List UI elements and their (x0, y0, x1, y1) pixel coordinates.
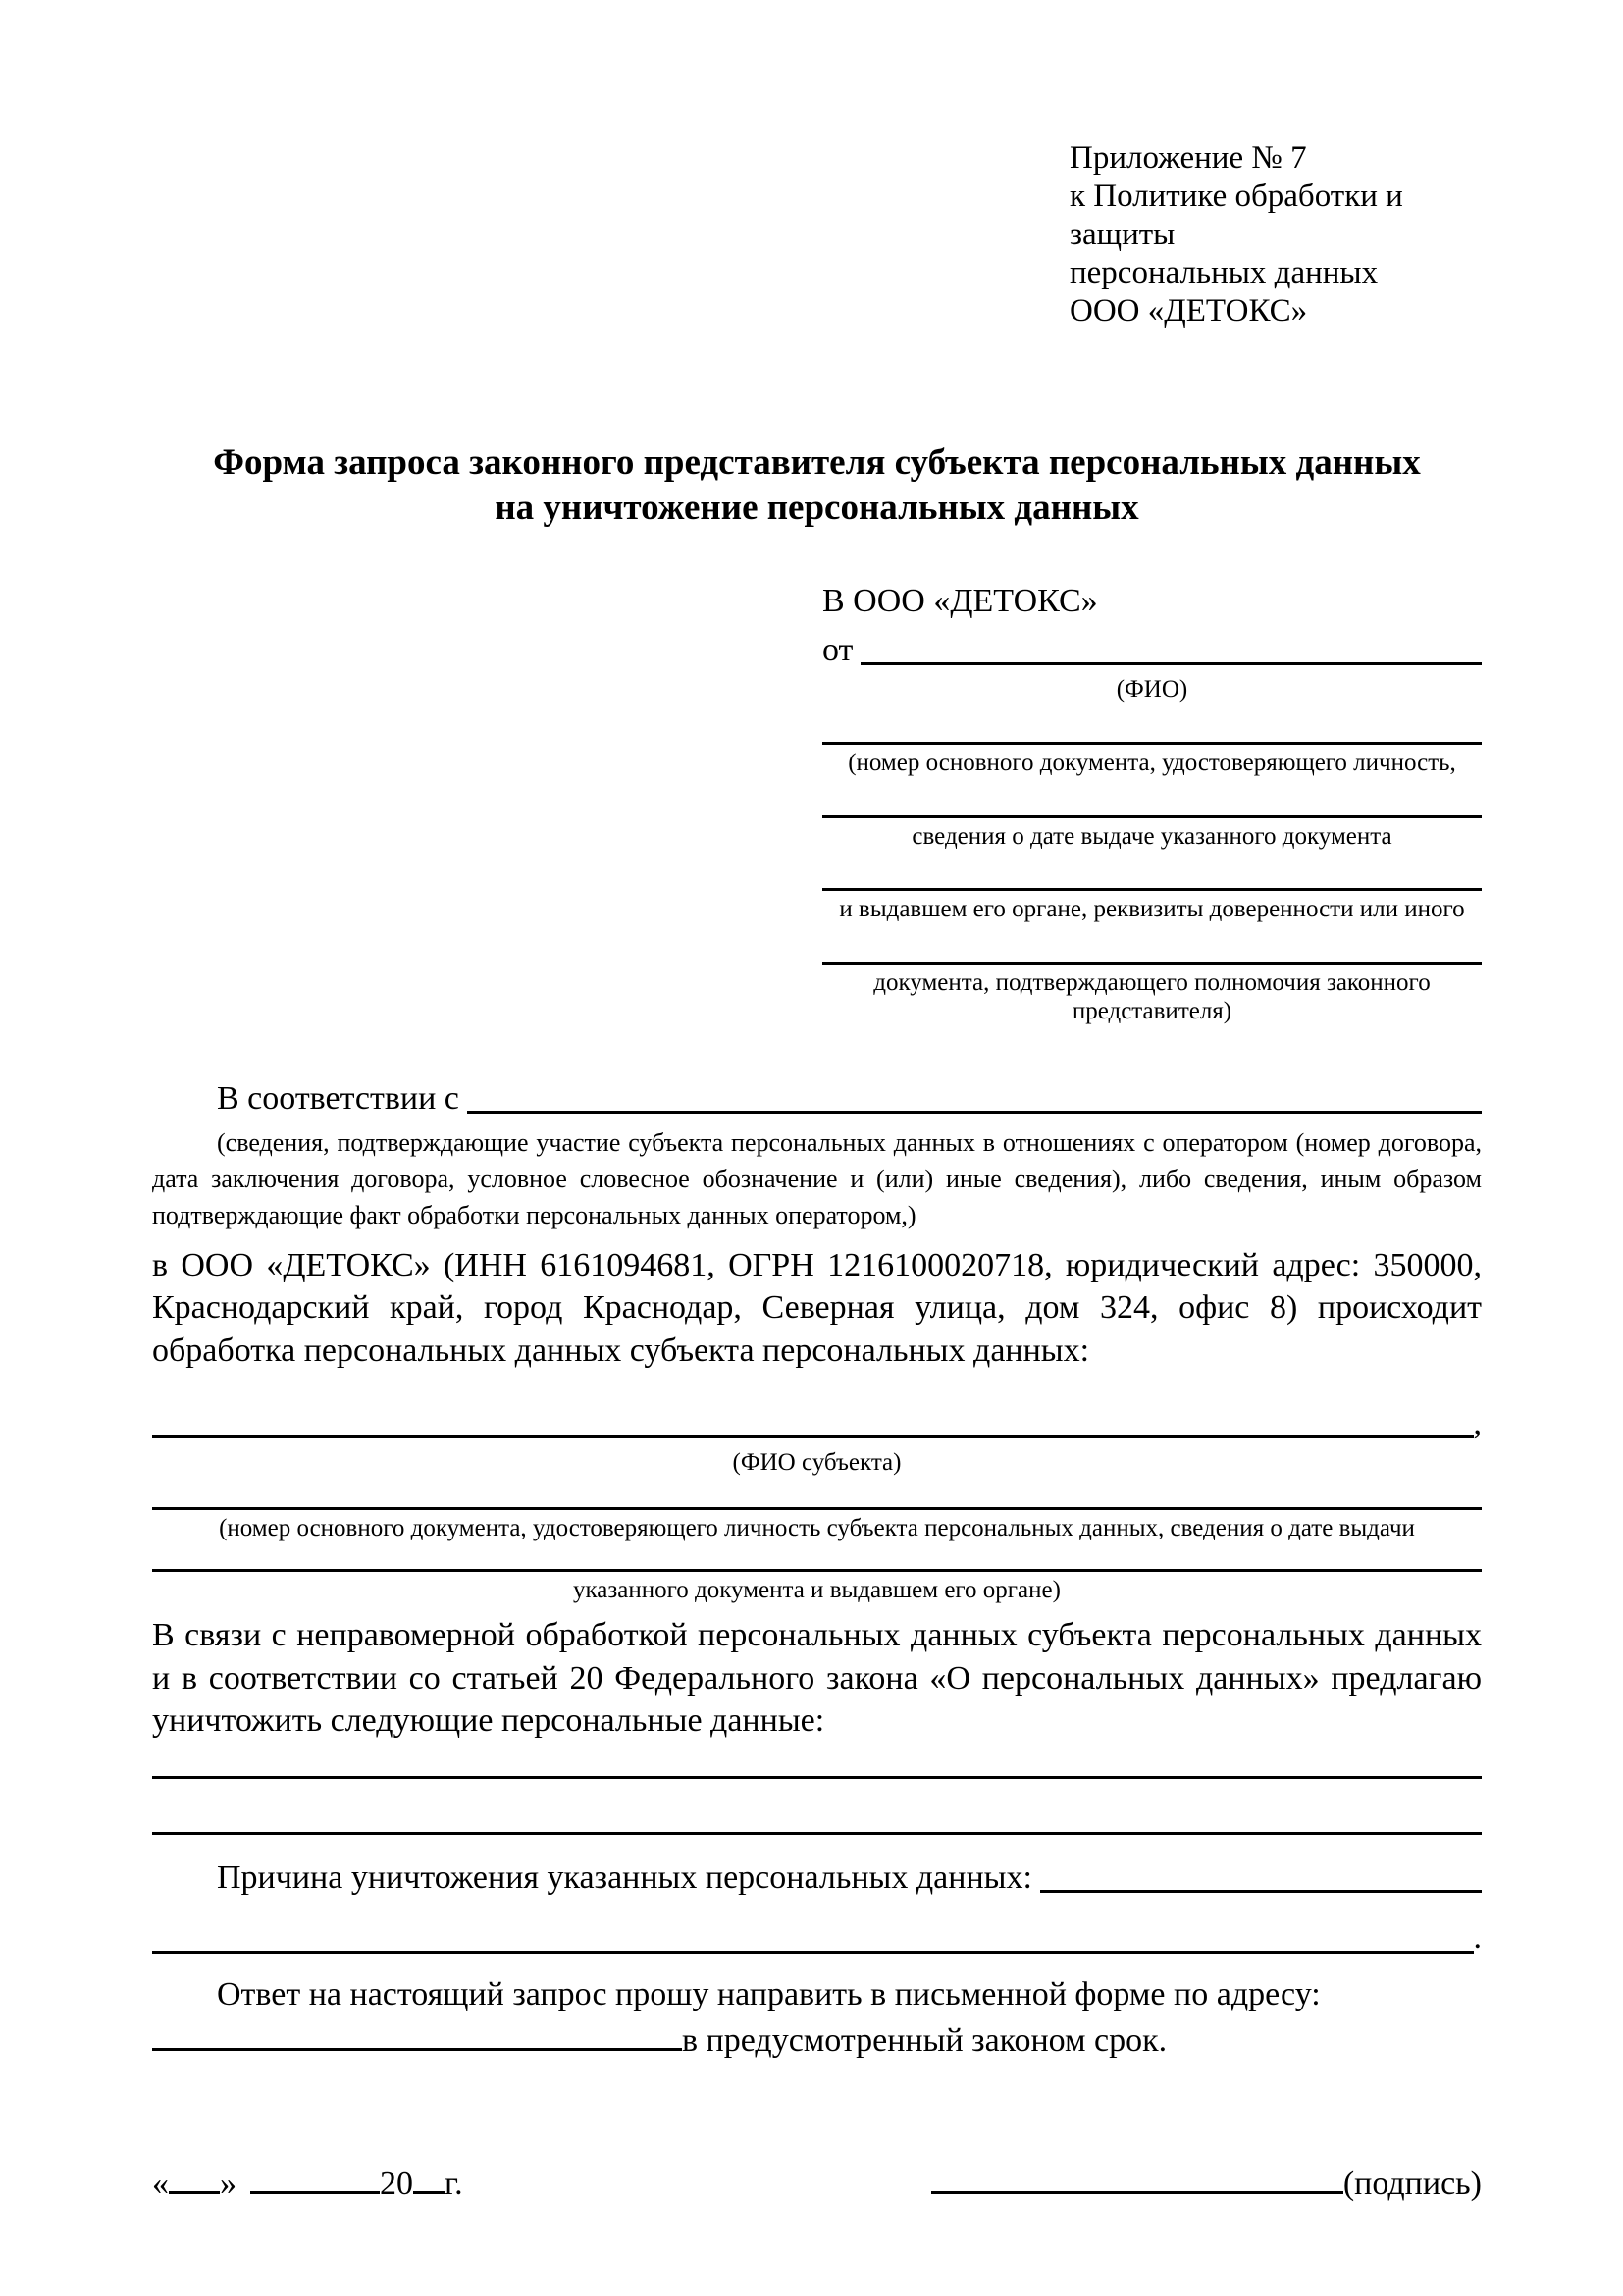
subject-line-comma: , (1473, 1404, 1482, 1441)
date-open-quote: « (152, 2165, 169, 2202)
accordance-label: В соответствии с (217, 1079, 459, 1117)
title-line-2: на уничтожение персональных данных (495, 487, 1139, 528)
appendix-line-1: Приложение № 7 (1070, 140, 1307, 176)
issue-date-input-line[interactable] (822, 815, 1482, 818)
year-prefix: 20 (380, 2165, 413, 2202)
issuing-authority-caption: и выдавшем его органе, реквизиты доверенности или иного (839, 896, 1465, 923)
day-input-line[interactable] (169, 2161, 220, 2194)
signature-input-line[interactable] (931, 2161, 1343, 2194)
signature-date-row (152, 2161, 1482, 2206)
addressee-to: В ООО «ДЕТОКС» (822, 583, 1098, 620)
appendix-note (1070, 139, 1482, 331)
accordance-row (152, 1077, 1482, 1121)
date-field (152, 2161, 463, 2206)
doc-number-caption: (номер основного документа, удостоверяющего личность, (848, 749, 1456, 776)
fio-caption: (ФИО) (1116, 676, 1188, 704)
reason-input-line[interactable] (1040, 1890, 1482, 1893)
signature-field (931, 2161, 1482, 2206)
title-line-1: Форма запроса законного представителя субъекта персональных данных (213, 442, 1421, 483)
reason-label: Причина уничтожения указанных персональных данных: (217, 1858, 1032, 1896)
doc-number-input-line[interactable] (822, 742, 1482, 745)
subject-fio-input-line[interactable] (152, 1435, 1474, 1438)
accordance-note: (сведения, подтверждающие участие субъекта персональных данных в отношениях с оператором (номер договора, дата заключения договора, условное словесное обозначение и (или) иные сведения), либо сведения, иным образом подтверждающие факт обработки персональных данных оператором,) (152, 1128, 1482, 1230)
reply-address-row (152, 2017, 1482, 2062)
request-paragraph: В связи с неправомерной обработкой персональных данных субъекта персональных данных и в соответствии со статьей 20 Федерального закона «О персональных данных» предлагаю уничтожить следующие персональные данные: (152, 1617, 1482, 1740)
year-input-line[interactable] (413, 2161, 445, 2194)
power-of-attorney-input-line[interactable] (822, 962, 1482, 965)
document-title (152, 441, 1482, 532)
subject-doc-issuer-input-line[interactable] (152, 1569, 1482, 1572)
subject-doc-caption-2: указанного документа и выдавшем его органе) (573, 1576, 1061, 1603)
subject-doc-input-line[interactable] (152, 1507, 1482, 1510)
data-to-destroy-input-line-1[interactable] (152, 1776, 1482, 1779)
reply-paragraph: Ответ на настоящий запрос прошу направить в письменной форме по адресу: (217, 1975, 1321, 2012)
data-to-destroy-input-line-2[interactable] (152, 1832, 1482, 1835)
appendix-line-2: к Политике обработки и защиты (1070, 178, 1403, 252)
subject-fio-caption: (ФИО субъекта) (732, 1449, 902, 1477)
reason-continuation-input-line[interactable] (152, 1951, 1474, 1954)
appendix-line-3: персональных данных (1070, 254, 1379, 290)
reply-address-input-line[interactable] (152, 2017, 682, 2051)
date-close-quote: » (220, 2165, 236, 2202)
accordance-input-line[interactable] (467, 1111, 1482, 1114)
reason-row (152, 1856, 1482, 1900)
from-label: от (822, 631, 854, 668)
appendix-line-4: ООО «ДЕТОКС» (1070, 292, 1308, 329)
from-field-row (822, 629, 1482, 672)
addressee-block (822, 580, 1482, 1026)
subject-doc-caption-1: (номер основного документа, удостоверяющего личность субъекта персональных данных, сведения о дате выдачи (219, 1514, 1415, 1541)
operator-paragraph: в ООО «ДЕТОКС» (ИНН 6161094681, ОГРН 1216100020718, юридический адрес: 350000, Краснодарский край, город Краснодар, Северная улица, дом 324, офис 8) происходит обработка персональных данных субъекта персональных данных: (152, 1246, 1482, 1369)
issue-date-caption: сведения о дате выдаче указанного документа (912, 822, 1392, 850)
year-suffix: г. (445, 2165, 463, 2202)
subject-fio-row (152, 1402, 1482, 1445)
signature-caption: (подпись) (1342, 2165, 1482, 2202)
representative-fio-input-line[interactable] (861, 662, 1482, 665)
reason-line-period: . (1473, 1919, 1482, 1957)
reason-continuation-row (152, 1916, 1482, 1959)
power-of-attorney-caption: документа, подтверждающего полномочия законного представителя) (873, 969, 1431, 1024)
issuing-authority-input-line[interactable] (822, 888, 1482, 891)
month-input-line[interactable] (250, 2161, 380, 2194)
reply-tail-text: в предусмотренный законом срок. (682, 2022, 1168, 2060)
